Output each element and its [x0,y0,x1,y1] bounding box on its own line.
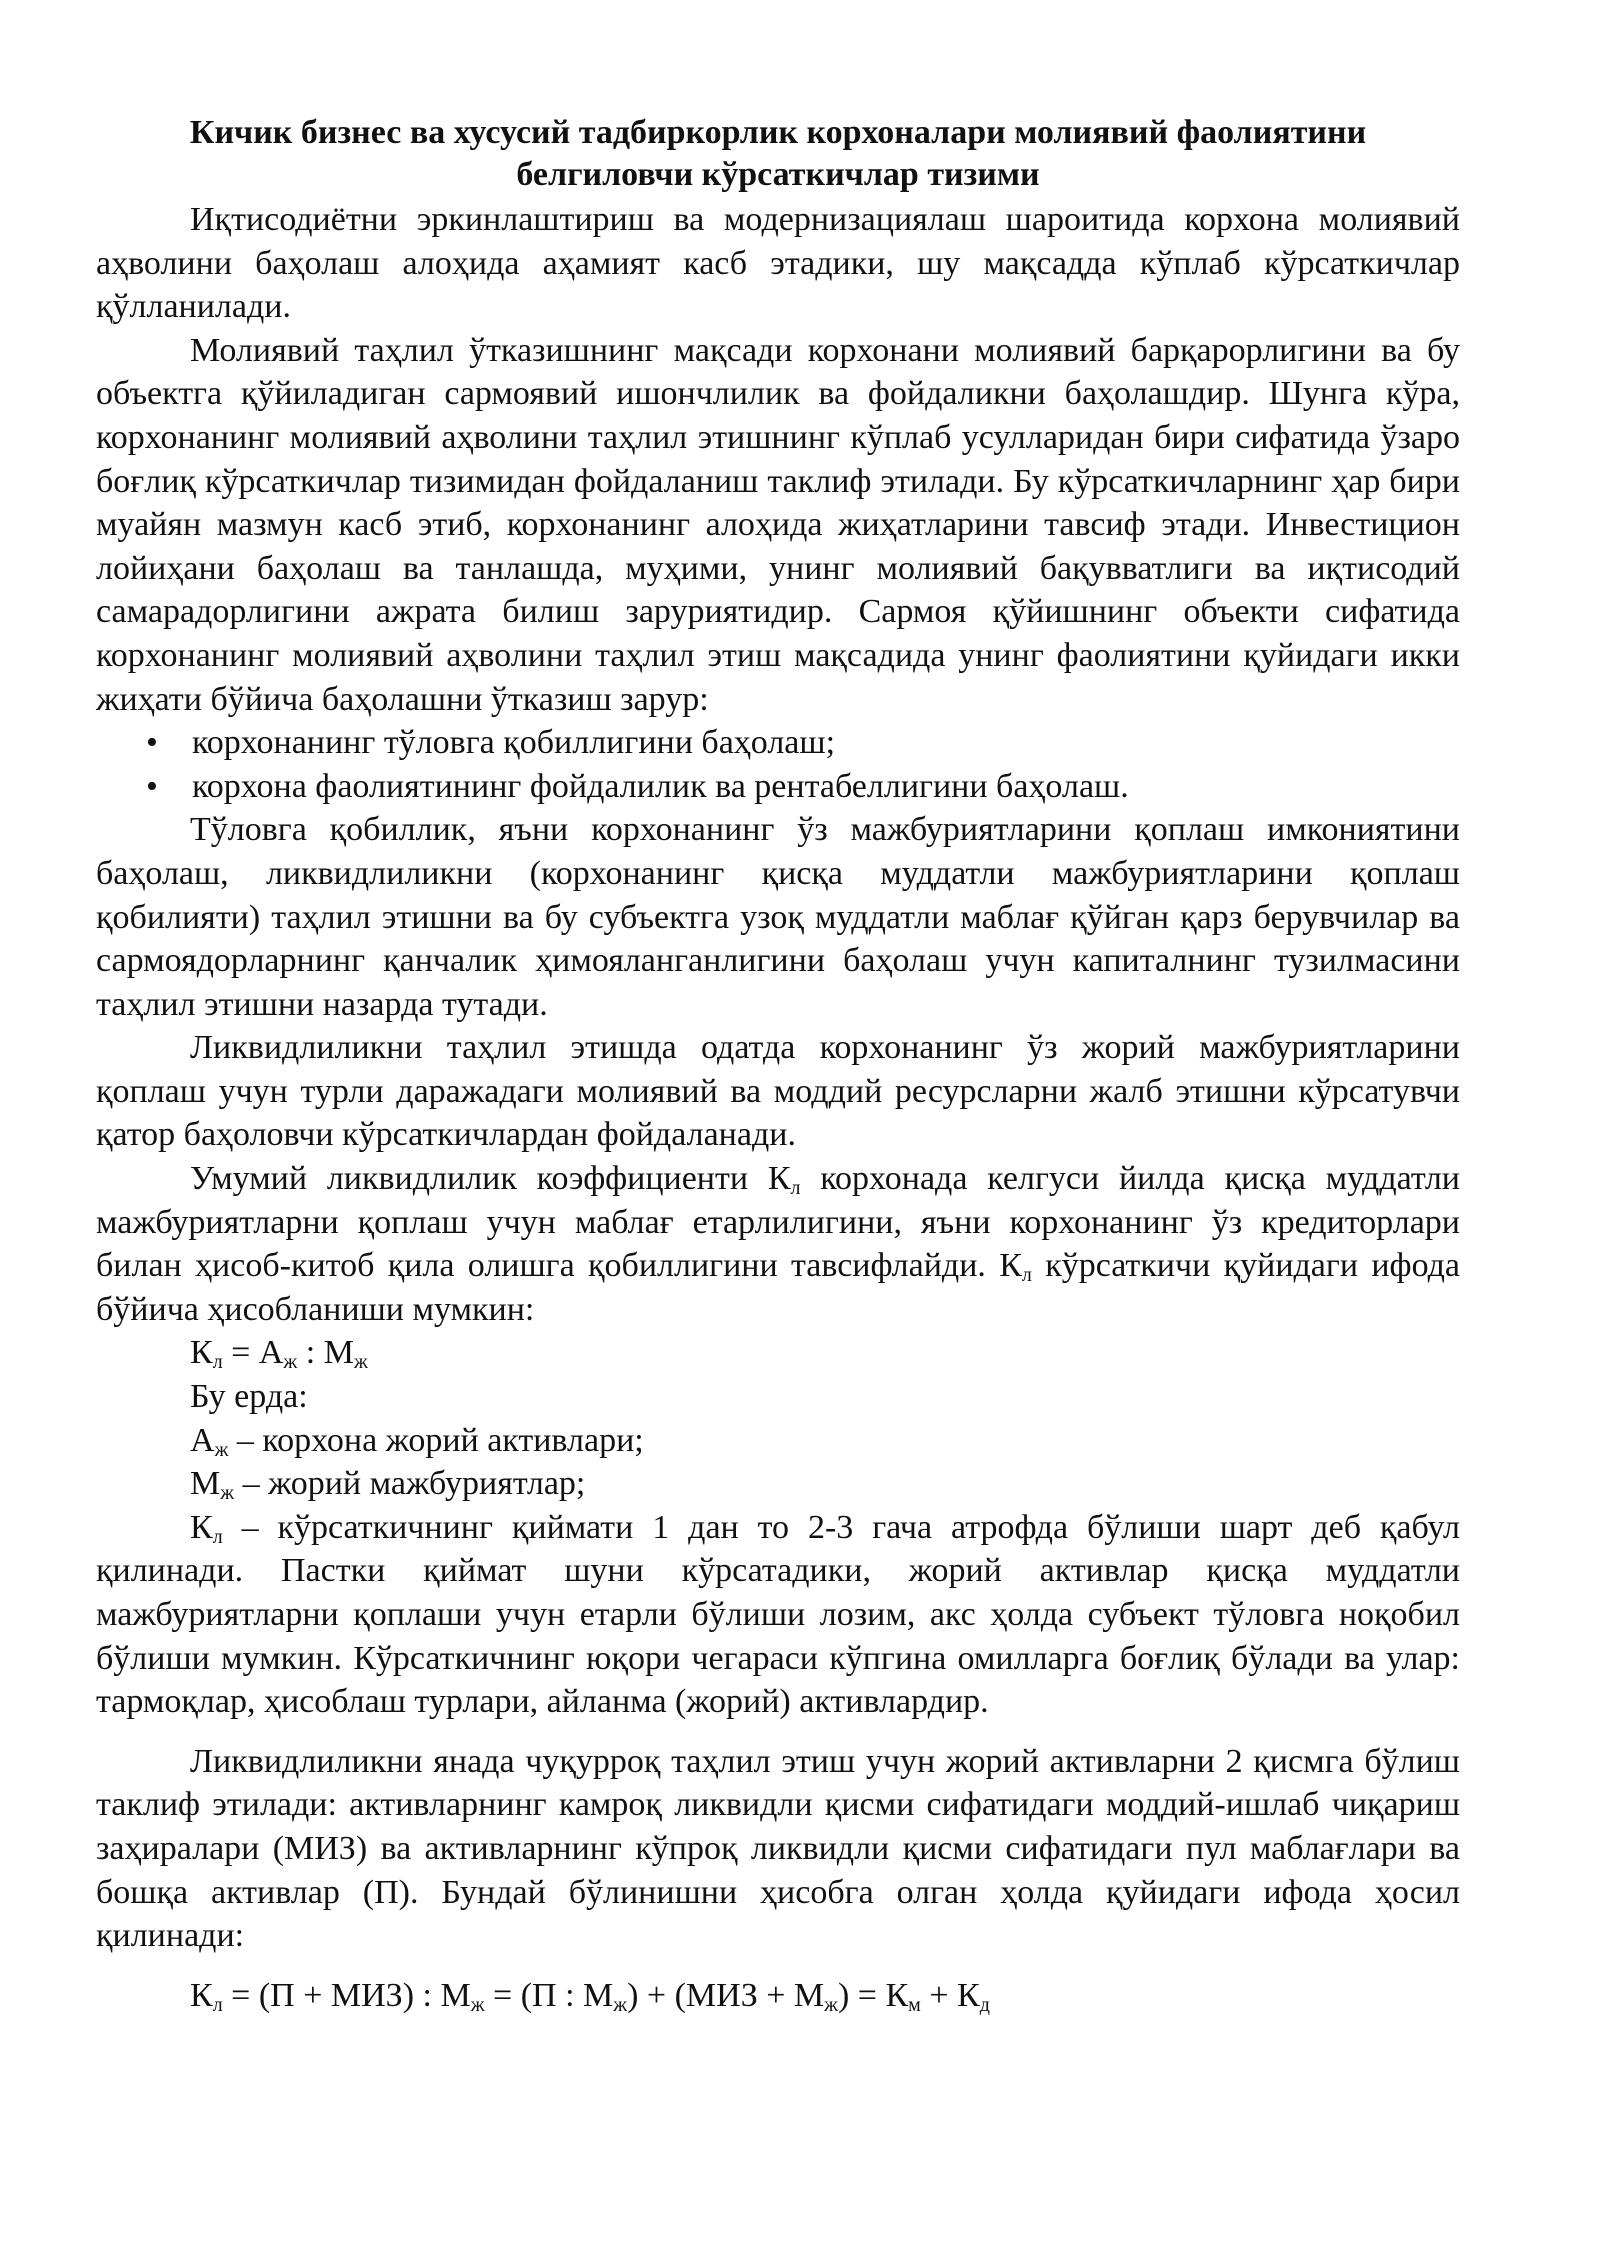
bullet-dot: • [146,724,158,762]
title-line-1: Кичик бизнес ва хусусий тадбиркорлик корхоналари молиявий фаолиятини [189,114,1367,151]
bullet-dot: • [146,767,158,805]
document-title [96,112,1460,196]
paragraph-gap [96,1724,1460,1740]
bullet-text: корхонанинг тўловга қобиллигини баҳолаш; [192,724,836,762]
paragraph-solvency: Тўловга қобиллик, яъни корхонанинг ўз мажбуриятларини қоплаш имкониятини баҳолаш, ликвидлиликни (корхонанинг қисқа муддатли мажбуриятларини қоплаш қобилияти) таҳлил этишни ва бу субъектга узоқ муддатли маблағ қўйган қарз берувчилар ва сармоядорларнинг қанчалик ҳимояланганлигини баҳолаш учун капиталнинг тузилмасини таҳлил этишни назарда тутади. [96,811,1460,1023]
paragraph-ratio-range: $К_л$ – кўрсаткичнинг қиймати 1 дан то 2-3 гача атрофда бўлиши шарт деб қабул қилинади. Пастки қиймат шуни кўрсатадики, жорий активлар қисқа муддатли мажбуриятларни қоплаши учун етарли бўлиши лозим, акс ҳолда субъект тўловга ноқобил бўлиши мумкин. Кўрсаткичнинг юқори чегараси кўпгина омилларга боғлиқ бўлади ва улар: тармоқлар, ҳисоблаш турлари, айланма (жорий) активлардир. [96,1508,1460,1721]
paragraph-liquidity-ratio: Умумий ликвидлилик коэффициенти $К_л$ корхонада келгуси йилда қисқа муддатли мажбуриятларни қоплаш учун маблағ етарлилигини, яъни корхонанинг ўз кредиторлари билан ҳисоб-китоб қила олишга қобиллигини тавсифлайди. $К_л$ кўрсаткичи қуйидаги ифода бўйича ҳисобланиши мумкин: [96,1160,1460,1328]
legend-current-assets: $А_ж$ – корхона жорий активлари; [190,1421,644,1461]
formula-liquidity-decomposition: $К_л = (П + МИЗ)$ : $М_ж = (П$ : $М_ж) + (МИЗ + М_ж) = К_м + К_д$ [190,1976,990,2016]
paragraph-liquidity: Ликвидлиликни таҳлил этишда одатда корхонанинг ўз жорий мажбуриятларини қоплаш учун турли даражадаги молиявий ва моддий ресурсларни жалб этишни кўрсатувчи қатор баҳоловчи кўрсаткичлардан фойдаланади. [96,1029,1460,1154]
legend-current-liabilities: $М_ж$ – жорий мажбуриятлар; [190,1465,586,1505]
paragraph-gap [96,1958,1460,1974]
formula-liquidity-ratio: $К_л = А_ж$ : $М_ж$ [190,1334,368,1374]
title-line-2: белгиловчи кўрсаткичлар тизими [516,156,1040,193]
bullet-text: корхона фаолиятининг фойдалилик ва рентабеллигини баҳолаш. [192,767,1129,805]
paragraph-deeper-analysis: Ликвидлиликни янада чуқурроқ таҳлил этиш учун жорий активларни 2 қисмга бўлиш таклиф этилади: активларнинг камроқ ликвидли қисми сифатидаги моддий-ишлаб чиқариш заҳиралари (МИЗ) ва активларнинг кўпроқ ликвидли қисми сифатидаги пул маблағлари ва бошқа активлар (П). Бундай бўлинишни ҳисобга олган ҳолда қуйидаги ифода ҳосил қилинади: [96,1742,1460,1955]
bullet-list [96,721,1460,808]
document-page [96,112,1460,2017]
legend-intro: Бу ерда: [190,1378,308,1416]
bullet-item [96,765,1460,809]
bullet-item [96,721,1460,765]
paragraph-analysis-purpose: Молиявий таҳлил ўтказишнинг мақсади корхонани молиявий барқарорлигини ва бу объектга қўйиладиган сармоявий ишончлилик ва фойдаликни баҳолашдир. Шунга кўра, корхонанинг молиявий аҳволини таҳлил этишнинг кўплаб усулларидан бири сифатида ўзаро боғлиқ кўрсаткичлар тизимидан фойдаланиш таклиф этилади. Бу кўрсаткичларнинг ҳар бири муайян мазмун касб этиб, корхонанинг алоҳида жиҳатларини тавсиф этади. Инвестицион лойиҳани баҳолаш ва танлашда, муҳими, унинг молиявий бақувватлиги ва иқтисодий самарадорлигини ажрата билиш заруриятидир. Сармоя қўйишнинг объекти сифатида корхонанинг молиявий аҳволини таҳлил этиш мақсадида унинг фаолиятини қуйидаги икки жиҳати бўйича баҳолашни ўтказиш зарур: [96,331,1460,718]
paragraph-intro: Иқтисодиётни эркинлаштириш ва модернизациялаш шароитида корхона молиявий аҳволини баҳолаш алоҳида аҳамият касб этадики, шу мақсадда кўплаб кўрсаткичлар қўлланилади. [96,201,1460,326]
